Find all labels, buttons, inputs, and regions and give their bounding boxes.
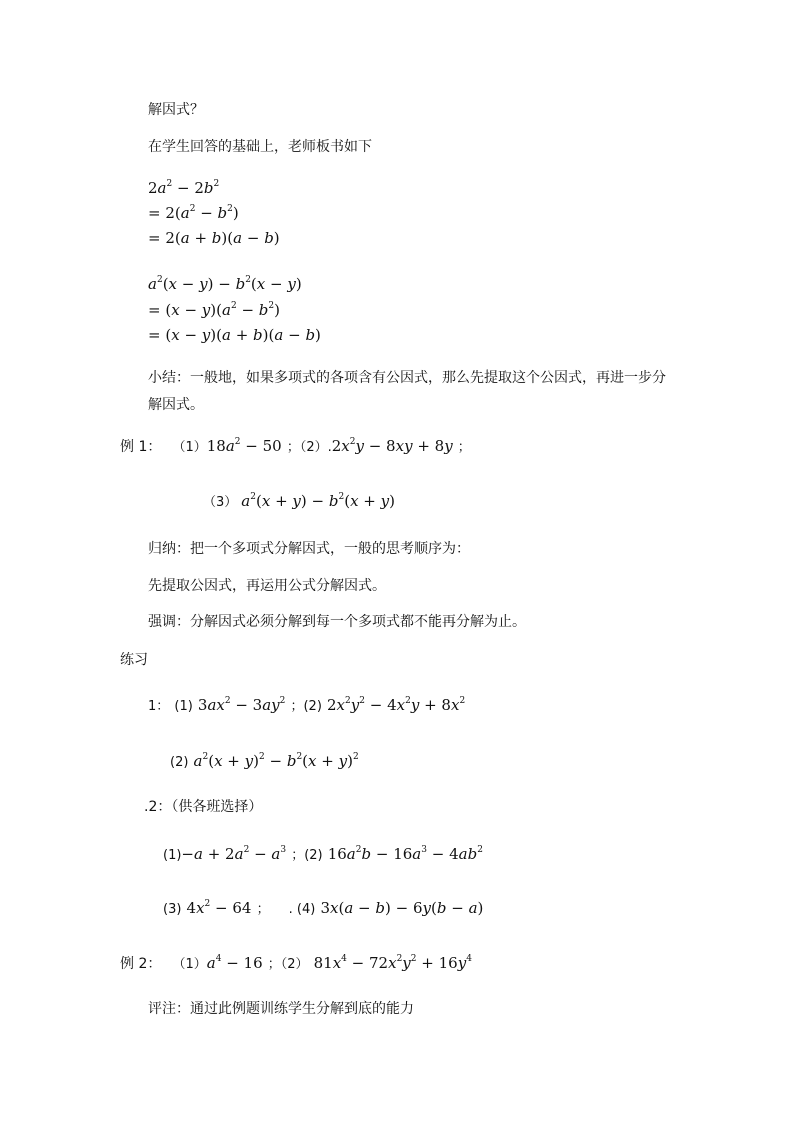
- practice-1-expr-2: $2x^2y^2 - 4x^2y + 8x^2$: [327, 696, 466, 714]
- practice-2-label: .2：（供各班选择）: [144, 799, 263, 815]
- example-2-part-1: （1）: [172, 957, 207, 972]
- practice-2-part-3: (3): [163, 902, 182, 917]
- practice-1-part-1: (1): [174, 699, 193, 714]
- induct-text-2: 先提取公因式，再运用公式分解因式。: [148, 578, 386, 594]
- practice-1-expr-1: $3ax^2 - 3ay^2$: [197, 696, 286, 714]
- example-2-expr-2: $81x^4 - 72x^2y^2 + 16y^4$: [313, 954, 472, 972]
- board-intro-text: 在学生回答的基础上，老师板书如下: [148, 139, 372, 155]
- example-1-part-3: （3）: [203, 495, 238, 510]
- practice-2-part-3-end: ；: [256, 902, 270, 917]
- board-eq-6: = (x − y)(a + b)(a − b): [148, 326, 321, 344]
- practice-2-expr-4: 3x(a − b) − 6y(b − a): [320, 899, 484, 917]
- practice-2-expr-2: $16a^2b - 16a^3 - 4ab^2$: [327, 845, 483, 863]
- example-1-part-2-end: ；: [457, 440, 471, 455]
- practice-2-part-4: . (4): [288, 902, 316, 917]
- induct-text: 归纳：把一个多项式分解因式，一般的思考顺序为：: [148, 541, 470, 557]
- practice-1-expr-3: $a^2(x + y)^2 - b^2(x + y)^2$: [193, 752, 359, 770]
- example-1-expr-2: $2x^2y - 8xy + 8y$: [331, 437, 453, 455]
- practice-1-part-2: ；(2): [290, 699, 322, 714]
- practice-2-expr-1: $-a + 2a^2 - a^3$: [181, 845, 287, 863]
- board-eq-4: $a^2(x - y) - b^2(x - y)$: [148, 275, 302, 293]
- board-eq-1: $2a^2 - 2b^2$: [148, 179, 220, 197]
- practice-heading: 练习: [120, 652, 148, 668]
- emphasize-text: 强调：分解因式必须分解到每一个多项式都不能再分解为止。: [148, 614, 526, 630]
- example-2-part-2: ；（2）: [267, 957, 309, 972]
- practice-1-line-2: [170, 751, 359, 770]
- practice-1-label: 1：: [148, 699, 170, 714]
- practice-2-line-1: [163, 844, 483, 863]
- board-eq-5: = $(x - y)(a^2 - b^2)$: [148, 301, 280, 319]
- example-2-line: [120, 953, 472, 973]
- practice-2-part-1: (1): [163, 848, 182, 863]
- example-1-part-1: （1）: [172, 440, 207, 455]
- example-1-expr-1: $18a^2 - 50$: [206, 437, 282, 455]
- example-1-line-2: [203, 491, 395, 510]
- example-1-line-1: [120, 436, 471, 456]
- practice-1-line-1: [148, 695, 465, 714]
- summary-line-2: 解因式。: [148, 397, 204, 413]
- board-eq-3: = 2(a + b)(a − b): [148, 229, 280, 247]
- practice-1-part-3: (2): [170, 755, 189, 770]
- comment-text: 评注：通过此例题训练学生分解到底的能力: [148, 1001, 414, 1017]
- example-1-label: 例 1：: [120, 439, 162, 455]
- example-1-expr-3: $a^2(x + y) - b^2(x + y)$: [241, 492, 395, 510]
- example-1-part-2: ；（2）.: [286, 440, 332, 455]
- example-2-label: 例 2：: [120, 956, 162, 972]
- practice-2-part-2: ；(2): [291, 848, 323, 863]
- practice-2-expr-3: $4x^2 - 64$: [186, 899, 252, 917]
- board-eq-2: = $2(a^2 - b^2)$: [148, 204, 239, 222]
- summary-line-1: 小结：一般地，如果多项式的各项含有公因式，那么先提取这个公因式，再进一步分: [148, 370, 666, 386]
- practice-2-line-2: [163, 898, 483, 917]
- example-2-expr-1: $a^4 - 16$: [206, 954, 263, 972]
- intro-tail-text: 解因式？: [148, 102, 204, 118]
